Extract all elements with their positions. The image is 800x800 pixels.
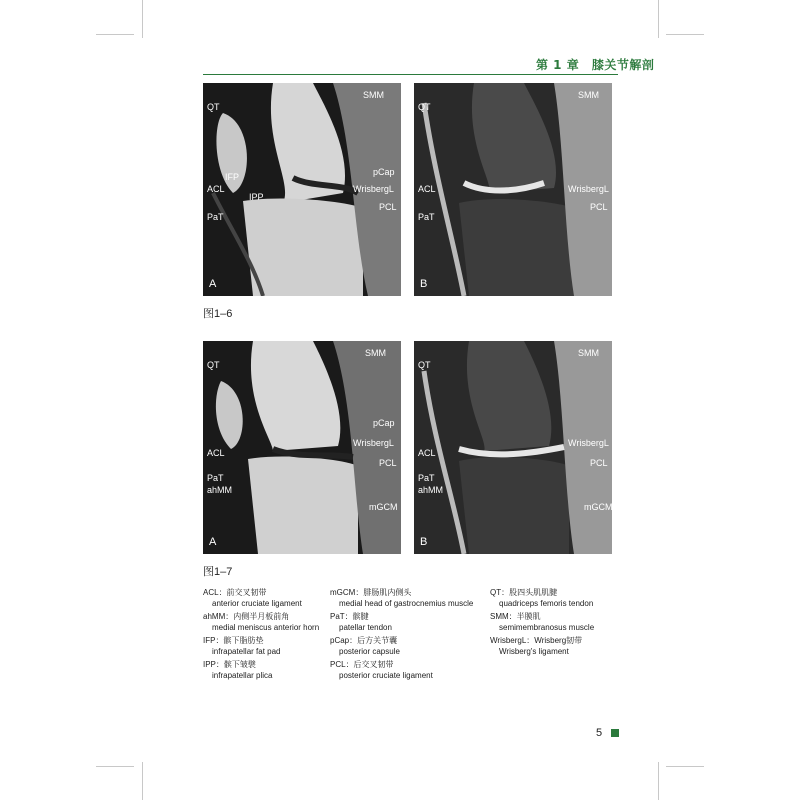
- legend-term: IPP：髌下皱襞: [203, 660, 256, 669]
- legend-english: Wrisberg's ligament: [499, 647, 569, 656]
- legend-english: posterior cruciate ligament: [339, 671, 433, 680]
- label-ifp: IFP: [225, 172, 240, 182]
- chapter-title: 膝关节解剖: [591, 58, 655, 72]
- legend-entry: [203, 635, 319, 657]
- legend-term: PaT：髌腱: [330, 612, 369, 621]
- label-wrisbergl: WrisbergL: [568, 438, 609, 448]
- page-marker-square: [611, 729, 619, 737]
- legend-term: mGCM：腓肠肌内侧头: [330, 588, 412, 597]
- legend-entry: [330, 635, 473, 657]
- label-smm: SMM: [365, 348, 386, 358]
- legend-term: SMM：半膜肌: [490, 612, 541, 621]
- chapter-number: 第 1 章: [536, 58, 580, 72]
- label-ahmm: ahMM: [418, 485, 444, 495]
- label-pat: PaT: [207, 473, 224, 483]
- panel-letter: B: [420, 536, 428, 548]
- page-number: 5: [596, 727, 603, 739]
- crop-mark: [658, 0, 659, 38]
- label-pcap: pCap: [373, 418, 395, 428]
- label-wrisbergl: WrisbergL: [353, 438, 394, 448]
- panel-letter: A: [209, 536, 217, 548]
- legend-term: WrisbergL：Wrisberg韧带: [490, 636, 583, 645]
- legend-english: posterior capsule: [339, 647, 400, 656]
- legend-english: medial head of gastrocnemius muscle: [339, 599, 474, 608]
- legend-english: anterior cruciate ligament: [212, 599, 302, 608]
- legend-entry: [203, 659, 319, 681]
- label-pcl: PCL: [590, 202, 608, 212]
- legend-term: pCap：后方关节囊: [330, 636, 398, 645]
- mri-panel-fig1-7-b: [414, 341, 612, 554]
- running-header: [536, 56, 654, 73]
- label-pat: PaT: [418, 212, 435, 222]
- legend-term: IFP：髌下脂肪垫: [203, 636, 264, 645]
- crop-mark: [142, 0, 143, 38]
- legend-column-3: [490, 587, 594, 659]
- label-mgcm: mGCM: [584, 502, 612, 512]
- legend-term: ahMM：内侧半月板前角: [203, 612, 290, 621]
- crop-mark: [658, 762, 659, 800]
- label-ipp: IPP: [249, 192, 264, 202]
- figure-caption: 图1–7: [203, 566, 233, 578]
- legend-entry: [490, 611, 594, 633]
- label-wrisbergl: WrisbergL: [568, 184, 609, 194]
- label-wrisbergl: WrisbergL: [353, 184, 394, 194]
- figure-caption: 图1–6: [203, 308, 233, 320]
- crop-mark: [666, 34, 704, 35]
- label-qt: QT: [207, 102, 220, 112]
- label-pcl: PCL: [590, 458, 608, 468]
- label-acl: ACL: [207, 448, 225, 458]
- legend-term: ACL：前交叉韧带: [203, 588, 267, 597]
- crop-mark: [666, 766, 704, 767]
- legend-english: semimembranosus muscle: [499, 623, 595, 632]
- crop-mark: [96, 766, 134, 767]
- crop-mark: [96, 34, 134, 35]
- label-pat: PaT: [207, 212, 224, 222]
- header-rule: [203, 74, 618, 75]
- legend-entry: [330, 659, 473, 681]
- label-smm: SMM: [578, 90, 599, 100]
- legend-entry: [490, 635, 594, 657]
- legend-entry: [490, 587, 594, 609]
- legend-english: medial meniscus anterior horn: [212, 623, 320, 632]
- label-pcl: PCL: [379, 458, 397, 468]
- panel-letter: A: [209, 278, 217, 290]
- label-acl: ACL: [207, 184, 225, 194]
- label-acl: ACL: [418, 448, 436, 458]
- mri-panel-fig1-6-b: [414, 83, 612, 296]
- legend-entry: [203, 611, 319, 633]
- label-mgcm: mGCM: [369, 502, 398, 512]
- mri-panel-fig1-6-a: [203, 83, 401, 296]
- legend-english: infrapatellar fat pad: [212, 647, 281, 656]
- legend-entry: [330, 611, 473, 633]
- legend-english: quadriceps femoris tendon: [499, 599, 594, 608]
- label-smm: SMM: [578, 348, 599, 358]
- label-qt: QT: [418, 360, 431, 370]
- label-pcap: pCap: [373, 167, 395, 177]
- label-smm: SMM: [363, 90, 384, 100]
- mri-panel-fig1-7-a: [203, 341, 401, 554]
- label-qt: QT: [418, 102, 431, 112]
- label-qt: QT: [207, 360, 220, 370]
- label-acl: ACL: [418, 184, 436, 194]
- label-pcl: PCL: [379, 202, 397, 212]
- legend-column-1: [203, 587, 319, 683]
- legend-english: patellar tendon: [339, 623, 392, 632]
- label-ahmm: ahMM: [207, 485, 233, 495]
- label-pat: PaT: [418, 473, 435, 483]
- crop-mark: [142, 762, 143, 800]
- legend-term: PCL：后交叉韧带: [330, 660, 394, 669]
- legend-entry: [330, 587, 473, 609]
- legend-entry: [203, 587, 319, 609]
- legend-english: infrapatellar plica: [212, 671, 273, 680]
- legend-column-2: [330, 587, 473, 683]
- legend-term: QT：股四头肌肌腱: [490, 588, 558, 597]
- panel-letter: B: [420, 278, 428, 290]
